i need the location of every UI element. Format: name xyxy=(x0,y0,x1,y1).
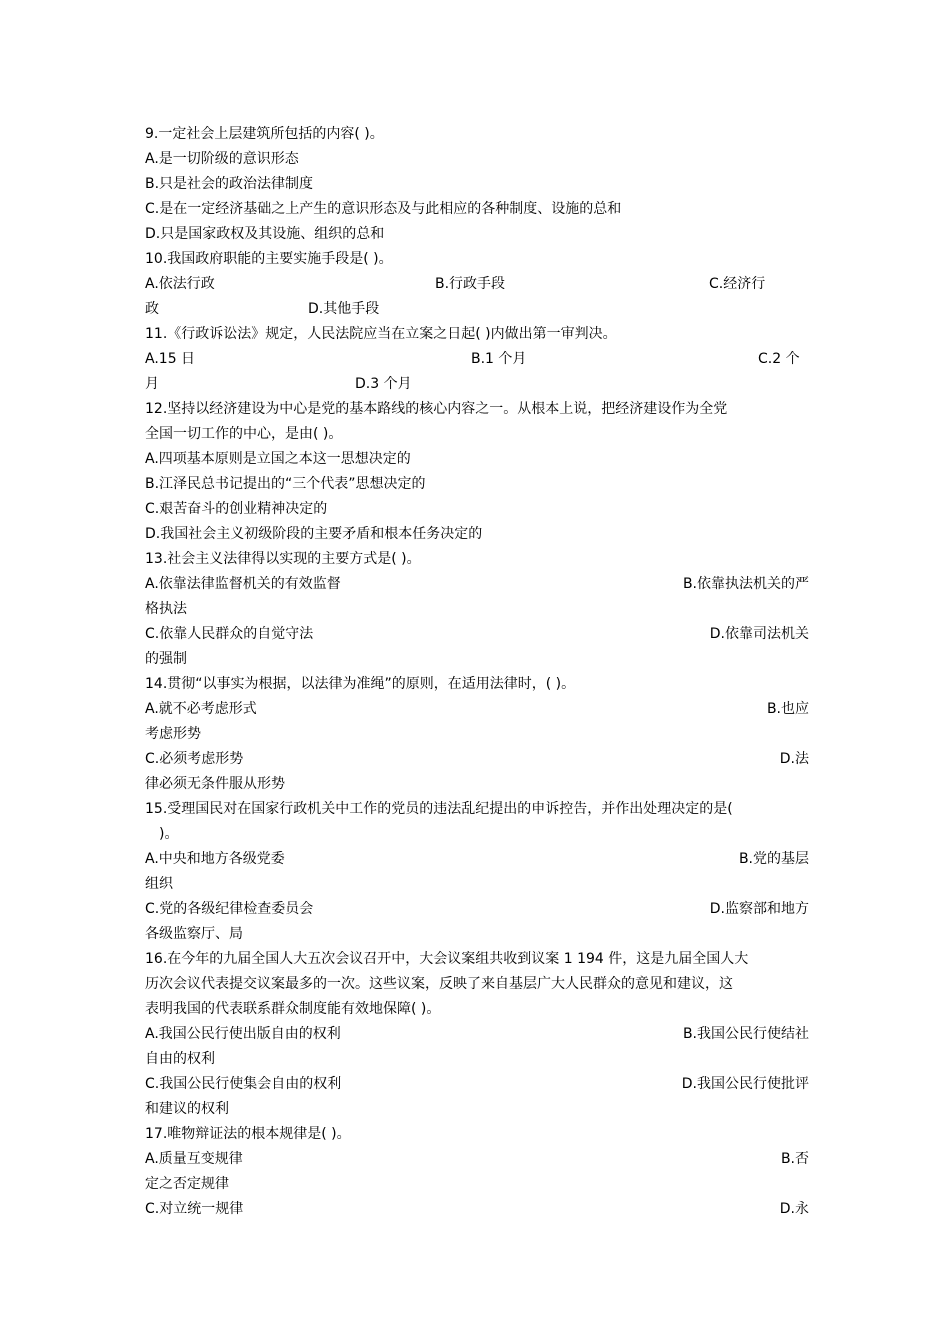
option-row xyxy=(145,747,809,772)
option-row xyxy=(145,1072,809,1097)
question-16-stem-cont: 表明我国的代表联系群众制度能有效地保障( )。 xyxy=(145,1001,441,1017)
question-9-stem: 9.一定社会上层建筑所包括的内容( )。 xyxy=(145,126,384,142)
option-text: C.党的各级纪律检查委员会 xyxy=(145,901,314,917)
option-line: 自由的权利 xyxy=(145,1051,215,1067)
option-line: 各级监察厅、局 xyxy=(145,926,243,942)
question-15-stem: 15.受理国民对在国家行政机关中工作的党员的违法乱纪提出的申诉控告，并作出处理决定的是( xyxy=(145,801,733,817)
question-10-stem: 10.我国政府职能的主要实施手段是( )。 xyxy=(145,251,393,267)
option-text: D.永 xyxy=(779,1201,809,1217)
option-text: C.我国公民行使集会自由的权利 xyxy=(145,1076,342,1092)
option-line: 组织 xyxy=(145,876,173,892)
option-text: A.就不必考虑形式 xyxy=(145,701,257,717)
option-line: 和建议的权利 xyxy=(145,1101,229,1117)
option-row xyxy=(145,1147,809,1172)
option-row xyxy=(145,847,809,872)
option-text: D.其他手段 xyxy=(308,301,380,317)
option-text: 月 xyxy=(145,376,159,392)
option-line: B.只是社会的政治法律制度 xyxy=(145,176,314,192)
question-14-stem: 14.贯彻“以事实为根据，以法律为准绳”的原则，在适用法律时，( )。 xyxy=(145,676,576,692)
option-row xyxy=(145,572,809,597)
option-row xyxy=(145,272,809,297)
option-text: D.依靠司法机关 xyxy=(709,626,809,642)
document-page xyxy=(145,122,809,1222)
question-12-stem-cont: 全国一切工作的中心，是由( )。 xyxy=(145,426,343,442)
option-text: B.行政手段 xyxy=(435,276,506,292)
option-text: B.党的基层 xyxy=(738,851,809,867)
option-row xyxy=(145,1022,809,1047)
option-text: D.监察部和地方 xyxy=(709,901,809,917)
option-text: A.质量互变规律 xyxy=(145,1151,243,1167)
question-12-stem: 12.坚持以经济建设为中心是党的基本路线的核心内容之一。从根本上说，把经济建设作为全党 xyxy=(145,401,728,417)
option-line: D.只是国家政权及其设施、组织的总和 xyxy=(145,226,385,242)
option-row xyxy=(145,297,809,322)
option-text: C.2 个 xyxy=(758,351,800,367)
question-13-stem: 13.社会主义法律得以实现的主要方式是( )。 xyxy=(145,551,421,567)
option-text: D.法 xyxy=(779,751,809,767)
option-text: A.依靠法律监督机关的有效监督 xyxy=(145,576,341,592)
option-text: B.依靠执法机关的严 xyxy=(682,576,809,592)
option-text: C.必须考虑形势 xyxy=(145,751,244,767)
option-text: A.我国公民行使出版自由的权利 xyxy=(145,1026,341,1042)
option-text: B.也应 xyxy=(766,701,809,717)
option-text: A.中央和地方各级党委 xyxy=(145,851,285,867)
option-row xyxy=(145,372,809,397)
option-line: 的强制 xyxy=(145,651,187,667)
option-line: 考虑形势 xyxy=(145,726,201,742)
option-text: D.3 个月 xyxy=(355,376,412,392)
option-text: A.15 日 xyxy=(145,351,196,367)
option-line: C.是在一定经济基础之上产生的意识形态及与此相应的各种制度、设施的总和 xyxy=(145,201,622,217)
option-row xyxy=(145,897,809,922)
option-text: A.依法行政 xyxy=(145,276,215,292)
option-text: B.我国公民行使结社 xyxy=(682,1026,809,1042)
option-row xyxy=(145,347,809,372)
question-15-stem-cont: )。 xyxy=(159,826,179,842)
question-11-stem: 11.《行政诉讼法》规定，人民法院应当在立案之日起( )内做出第一审判决。 xyxy=(145,326,617,342)
option-line: 格执法 xyxy=(145,601,187,617)
question-16-stem-cont: 历次会议代表提交议案最多的一次。这些议案，反映了来自基层广大人民群众的意见和建议，这 xyxy=(145,976,733,992)
option-row xyxy=(145,622,809,647)
option-line: D.我国社会主义初级阶段的主要矛盾和根本任务决定的 xyxy=(145,526,483,542)
question-16-stem: 16.在今年的九届全国人大五次会议召开中，大会议案组共收到议案 1 194 件，这是九届全国人大 xyxy=(145,951,749,967)
option-line: A.四项基本原则是立国之本这一思想决定的 xyxy=(145,451,411,467)
option-text: 政 xyxy=(145,301,159,317)
option-text: B.1 个月 xyxy=(471,351,527,367)
question-17-stem: 17.唯物辩证法的根本规律是( )。 xyxy=(145,1126,351,1142)
option-text: B.否 xyxy=(780,1151,809,1167)
option-line: 定之否定规律 xyxy=(145,1176,229,1192)
option-text: C.经济行 xyxy=(709,276,766,292)
option-line: A.是一切阶级的意识形态 xyxy=(145,151,299,167)
option-line: C.艰苦奋斗的创业精神决定的 xyxy=(145,501,328,517)
option-row xyxy=(145,1197,809,1222)
option-text: C.依靠人民群众的自觉守法 xyxy=(145,626,314,642)
option-line: 律必须无条件服从形势 xyxy=(145,776,285,792)
option-text: D.我国公民行使批评 xyxy=(681,1076,809,1092)
option-row xyxy=(145,697,809,722)
option-text: C.对立统一规律 xyxy=(145,1201,244,1217)
option-line: B.江泽民总书记提出的“三个代表”思想决定的 xyxy=(145,476,426,492)
